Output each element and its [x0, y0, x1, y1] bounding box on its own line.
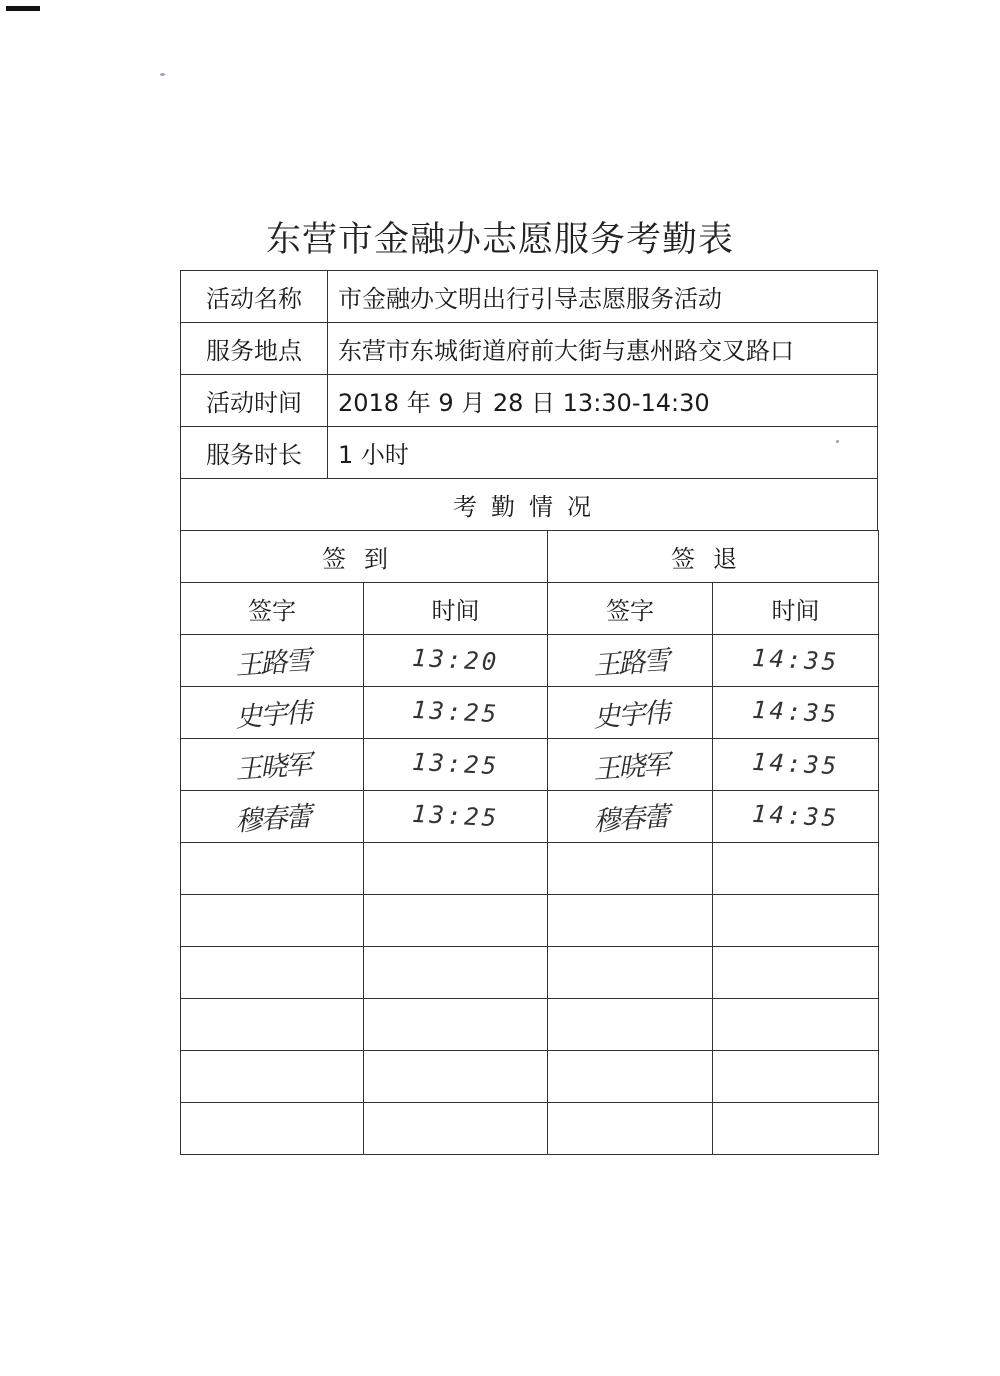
- checkin-signature: 穆春蕾: [233, 800, 311, 838]
- duration-label: 服务时长: [181, 427, 328, 479]
- empty-cell: [364, 894, 548, 946]
- empty-cell: [181, 946, 364, 998]
- attendance-form: [180, 270, 880, 1155]
- checkin-time-cell: [364, 790, 548, 842]
- empty-table-row: [181, 946, 879, 998]
- activity-info-table: [180, 270, 878, 531]
- info-row-activity-time: [181, 375, 878, 427]
- checkin-signature: 史宇伟: [233, 696, 311, 734]
- empty-cell: [548, 842, 713, 894]
- checkin-time: 13:20: [411, 643, 500, 677]
- empty-table-row: [181, 1102, 879, 1154]
- checkout-signature-cell: [548, 634, 713, 686]
- checkout-signature-cell: [548, 790, 713, 842]
- checkout-sign-column-header: 签字: [548, 582, 713, 634]
- checkin-signature: 王晓军: [233, 748, 311, 786]
- empty-cell: [713, 998, 879, 1050]
- empty-table-row: [181, 998, 879, 1050]
- checkout-time-column-header: 时间: [713, 582, 879, 634]
- attendance-section-row: [181, 479, 878, 531]
- checkin-signature-cell: [181, 790, 364, 842]
- checkout-signature: 穆春蕾: [591, 800, 669, 838]
- empty-cell: [713, 1102, 879, 1154]
- checkin-signature-cell: [181, 634, 364, 686]
- empty-cell: [548, 1102, 713, 1154]
- activity-name-value: 市金融办文明出行引导志愿服务活动: [328, 271, 878, 323]
- info-row-duration: [181, 427, 878, 479]
- checkout-time-cell: [713, 790, 879, 842]
- empty-cell: [548, 1050, 713, 1102]
- table-row: [181, 790, 879, 842]
- table-row: [181, 686, 879, 738]
- checkout-time: 14:35: [751, 799, 840, 833]
- table-row: [181, 738, 879, 790]
- empty-table-row: [181, 842, 879, 894]
- checkout-signature: 史宇伟: [591, 696, 669, 734]
- checkout-signature: 王晓军: [591, 748, 669, 786]
- empty-cell: [181, 894, 364, 946]
- location-label: 服务地点: [181, 323, 328, 375]
- empty-cell: [364, 1050, 548, 1102]
- empty-cell: [181, 998, 364, 1050]
- activity-time-label: 活动时间: [181, 375, 328, 427]
- attendance-group-header: [181, 530, 879, 582]
- attendance-section-title: 考勤情况: [181, 479, 878, 531]
- table-row: [181, 634, 879, 686]
- checkout-time: 14:35: [751, 747, 840, 781]
- empty-cell: [181, 1102, 364, 1154]
- empty-cell: [548, 894, 713, 946]
- checkin-time-cell: [364, 686, 548, 738]
- checkin-header: 签到: [181, 530, 548, 582]
- checkin-time: 13:25: [411, 695, 500, 729]
- checkout-time-cell: [713, 634, 879, 686]
- checkout-header: 签退: [548, 530, 879, 582]
- scan-edge-mark: [6, 6, 40, 11]
- empty-cell: [364, 1102, 548, 1154]
- empty-cell: [181, 1050, 364, 1102]
- empty-table-row: [181, 1050, 879, 1102]
- checkin-signature-cell: [181, 686, 364, 738]
- checkin-time: 13:25: [411, 747, 500, 781]
- duration-value: 1 小时: [328, 427, 878, 479]
- empty-cell: [364, 946, 548, 998]
- checkin-signature: 王路雪: [233, 644, 311, 682]
- checkout-time: 14:35: [751, 695, 840, 729]
- checkin-time-column-header: 时间: [364, 582, 548, 634]
- activity-time-value: 2018 年 9 月 28 日 13:30-14:30: [328, 375, 878, 427]
- checkin-signature-cell: [181, 738, 364, 790]
- info-row-location: [181, 323, 878, 375]
- attendance-column-header: [181, 582, 879, 634]
- empty-cell: [713, 894, 879, 946]
- empty-cell: [713, 842, 879, 894]
- checkin-time-cell: [364, 634, 548, 686]
- empty-cell: [548, 946, 713, 998]
- checkout-signature-cell: [548, 738, 713, 790]
- empty-cell: [548, 998, 713, 1050]
- checkout-time-cell: [713, 686, 879, 738]
- checkout-time-cell: [713, 738, 879, 790]
- empty-cell: [713, 1050, 879, 1102]
- location-value: 东营市东城街道府前大街与惠州路交叉路口: [328, 323, 878, 375]
- empty-cell: [713, 946, 879, 998]
- activity-name-label: 活动名称: [181, 271, 328, 323]
- attendance-table: [180, 530, 879, 1155]
- checkin-sign-column-header: 签字: [181, 582, 364, 634]
- checkin-time-cell: [364, 738, 548, 790]
- checkout-time: 14:35: [751, 643, 840, 677]
- empty-cell: [364, 998, 548, 1050]
- checkin-time: 13:25: [411, 799, 500, 833]
- page-title: 东营市金融办志愿服务考勤表: [265, 220, 734, 260]
- scan-speck: [160, 73, 165, 76]
- checkout-signature: 王路雪: [591, 644, 669, 682]
- empty-cell: [364, 842, 548, 894]
- checkout-signature-cell: [548, 686, 713, 738]
- empty-cell: [181, 842, 364, 894]
- info-row-activity-name: [181, 271, 878, 323]
- empty-table-row: [181, 894, 879, 946]
